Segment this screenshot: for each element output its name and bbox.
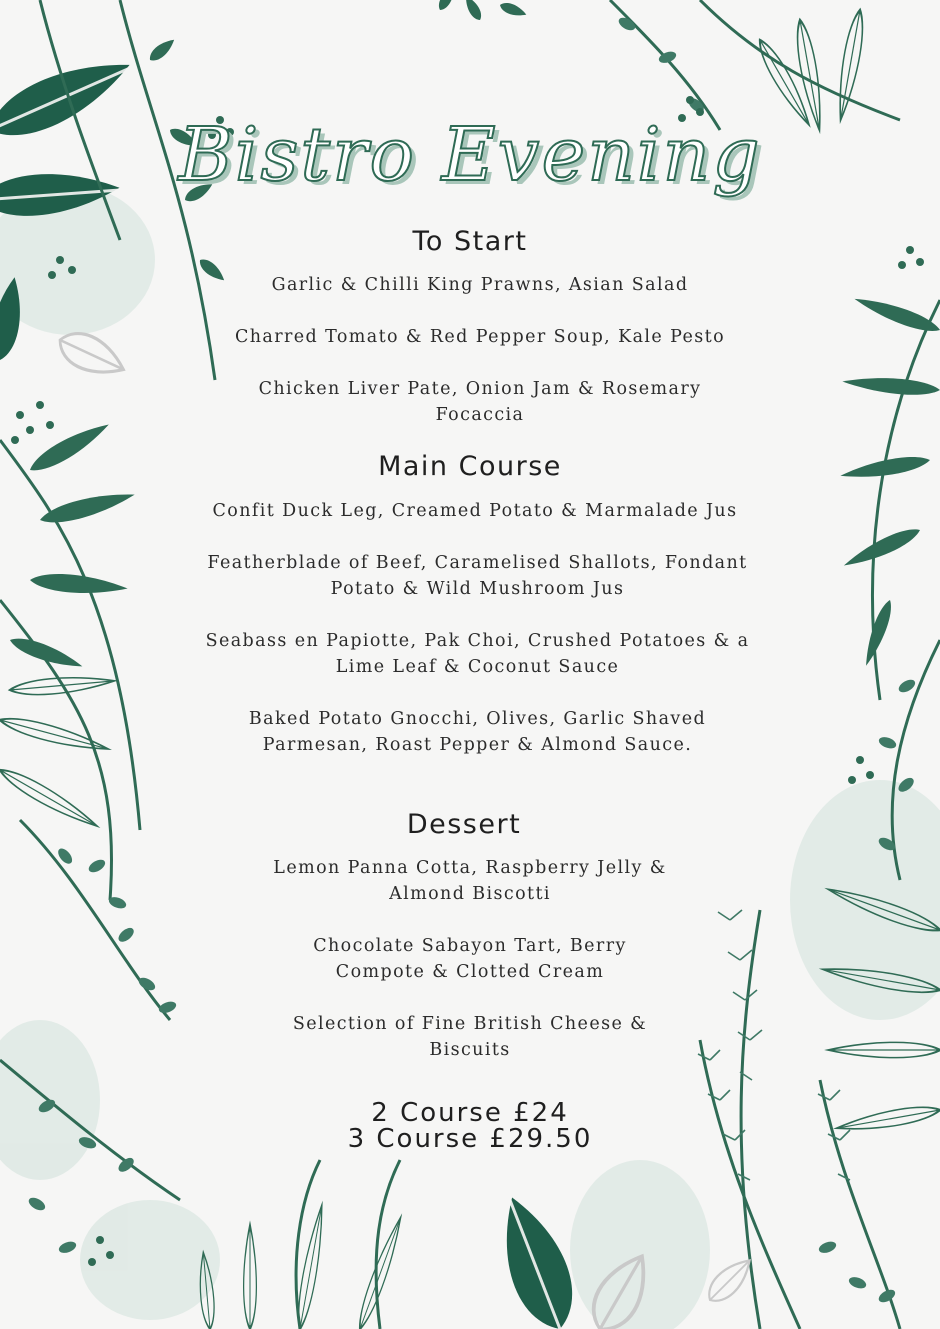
menu-item: Garlic & Chilli King Prawns, Asian Salad	[271, 275, 689, 295]
menu-title: Bistro Evening	[178, 112, 762, 198]
menu-item: Confit Duck Leg, Creamed Potato & Marmalade Jus	[212, 501, 738, 521]
menu-item: Baked Potato Gnocchi, Olives, Garlic Shaved Parmesan, Roast Pepper & Almond Sauce.	[248, 709, 707, 755]
section-heading-to-start: To Start	[412, 226, 528, 257]
price-three-course: 3 Course £29.50	[347, 1124, 593, 1154]
menu-item: Lemon Panna Cotta, Raspberry Jelly & Almond Biscotti	[273, 858, 667, 904]
menu-item: Chocolate Sabayon Tart, Berry Compote & Clotted Cream	[313, 936, 627, 982]
price-two-course: 2 Course £24	[371, 1098, 569, 1128]
menu-item: Chicken Liver Pate, Onion Jam & Rosemary Focaccia	[258, 379, 702, 425]
menu-item: Charred Tomato & Red Pepper Soup, Kale Pesto	[234, 327, 726, 347]
menu-item: Selection of Fine British Cheese & Biscuits	[292, 1014, 648, 1060]
section-heading-main-course: Main Course	[378, 451, 562, 482]
menu-item: Featherblade of Beef, Caramelised Shallots, Fondant Potato & Wild Mushroom Jus	[207, 553, 748, 599]
section-heading-dessert: Dessert	[406, 809, 522, 840]
menu-item: Seabass en Papiotte, Pak Choi, Crushed Potatoes & a Lime Leaf & Coconut Sauce	[205, 631, 750, 677]
